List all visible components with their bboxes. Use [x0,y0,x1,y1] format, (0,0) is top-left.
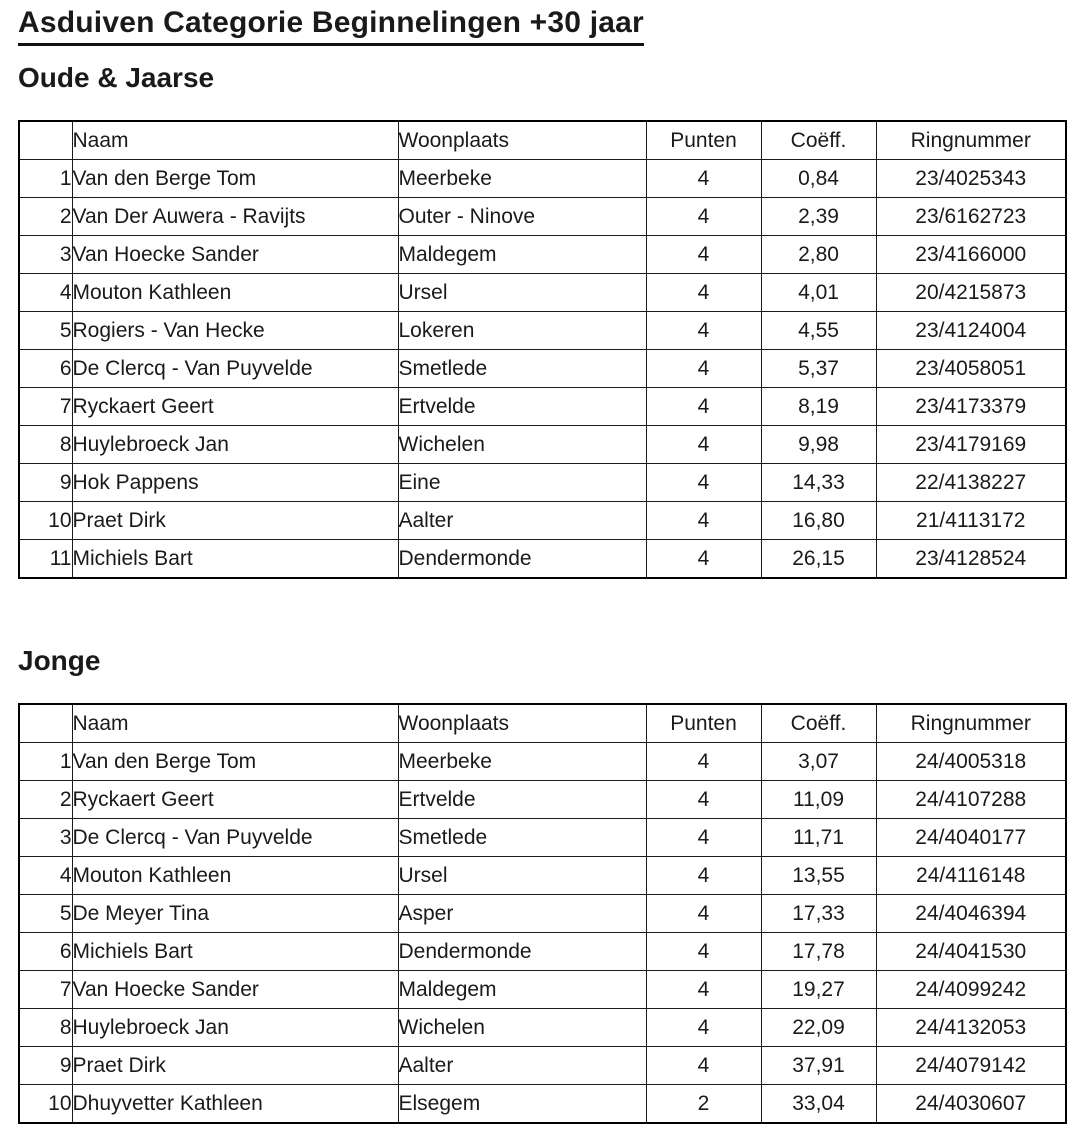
cell-ringnummer: 24/4132053 [876,1009,1066,1047]
cell-coeff: 4,01 [761,274,876,312]
cell-naam: De Meyer Tina [72,895,398,933]
column-header-coeff: Coëff. [761,704,876,743]
table-row [19,781,1066,819]
cell-punten: 4 [646,426,761,464]
table-row [19,312,1066,350]
table-header-row [19,121,1066,160]
cell-punten: 4 [646,540,761,579]
cell-punten: 4 [646,502,761,540]
table-row [19,160,1066,198]
table-row [19,464,1066,502]
cell-woonplaats: Asper [398,895,646,933]
cell-rank: 2 [19,198,72,236]
column-header-coeff: Coëff. [761,121,876,160]
column-header-naam: Naam [72,121,398,160]
cell-rank: 8 [19,426,72,464]
cell-coeff: 26,15 [761,540,876,579]
cell-punten: 4 [646,1009,761,1047]
cell-coeff: 3,07 [761,743,876,781]
cell-coeff: 13,55 [761,857,876,895]
cell-ringnummer: 23/4179169 [876,426,1066,464]
cell-ringnummer: 24/4040177 [876,819,1066,857]
cell-woonplaats: Lokeren [398,312,646,350]
table-row [19,350,1066,388]
cell-naam: Huylebroeck Jan [72,1009,398,1047]
cell-punten: 4 [646,236,761,274]
cell-coeff: 11,09 [761,781,876,819]
page-title: Asduiven Categorie Beginnelingen +30 jaar [18,6,644,46]
cell-rank: 4 [19,274,72,312]
cell-ringnummer: 24/4099242 [876,971,1066,1009]
cell-woonplaats: Dendermonde [398,933,646,971]
cell-rank: 2 [19,781,72,819]
cell-woonplaats: Ursel [398,857,646,895]
cell-ringnummer: 24/4041530 [876,933,1066,971]
cell-ringnummer: 24/4107288 [876,781,1066,819]
cell-punten: 4 [646,819,761,857]
table-row [19,198,1066,236]
cell-woonplaats: Aalter [398,502,646,540]
table-row [19,1047,1066,1085]
cell-coeff: 2,80 [761,236,876,274]
cell-coeff: 11,71 [761,819,876,857]
cell-ringnummer: 23/4058051 [876,350,1066,388]
cell-naam: De Clercq - Van Puyvelde [72,819,398,857]
section-heading-jonge: Jonge [18,645,101,677]
cell-woonplaats: Meerbeke [398,160,646,198]
cell-coeff: 14,33 [761,464,876,502]
cell-rank: 7 [19,971,72,1009]
cell-woonplaats: Wichelen [398,1009,646,1047]
results-table-oude-jaarse [18,120,1067,579]
cell-woonplaats: Ertvelde [398,388,646,426]
table-row [19,274,1066,312]
table-row [19,971,1066,1009]
cell-ringnummer: 23/4166000 [876,236,1066,274]
cell-ringnummer: 22/4138227 [876,464,1066,502]
cell-coeff: 4,55 [761,312,876,350]
cell-rank: 5 [19,312,72,350]
cell-punten: 4 [646,781,761,819]
table-row [19,895,1066,933]
column-header-woonplaats: Woonplaats [398,121,646,160]
cell-woonplaats: Smetlede [398,819,646,857]
cell-naam: Hok Pappens [72,464,398,502]
cell-ringnummer: 24/4116148 [876,857,1066,895]
cell-woonplaats: Outer - Ninove [398,198,646,236]
cell-rank: 6 [19,350,72,388]
cell-naam: Mouton Kathleen [72,857,398,895]
table-row [19,236,1066,274]
cell-coeff: 19,27 [761,971,876,1009]
cell-naam: De Clercq - Van Puyvelde [72,350,398,388]
section-jonge [18,645,1065,1124]
cell-rank: 10 [19,502,72,540]
table-row [19,933,1066,971]
cell-coeff: 22,09 [761,1009,876,1047]
cell-rank: 4 [19,857,72,895]
cell-coeff: 16,80 [761,502,876,540]
cell-rank: 1 [19,743,72,781]
cell-coeff: 17,33 [761,895,876,933]
section-heading-oude-jaarse: Oude & Jaarse [18,62,215,93]
cell-ringnummer: 24/4005318 [876,743,1066,781]
cell-naam: Ryckaert Geert [72,781,398,819]
cell-naam: Rogiers - Van Hecke [72,312,398,350]
cell-ringnummer: 20/4215873 [876,274,1066,312]
cell-naam: Mouton Kathleen [72,274,398,312]
cell-rank: 10 [19,1085,72,1124]
cell-naam: Van den Berge Tom [72,743,398,781]
cell-punten: 4 [646,971,761,1009]
cell-punten: 4 [646,350,761,388]
cell-rank: 9 [19,1047,72,1085]
column-header-rank [19,704,72,743]
results-table-jonge [18,703,1067,1124]
table-row [19,426,1066,464]
cell-rank: 6 [19,933,72,971]
table-row [19,1009,1066,1047]
cell-woonplaats: Smetlede [398,350,646,388]
cell-coeff: 2,39 [761,198,876,236]
cell-naam: Dhuyvetter Kathleen [72,1085,398,1124]
column-header-woonplaats: Woonplaats [398,704,646,743]
cell-naam: Michiels Bart [72,933,398,971]
cell-punten: 2 [646,1085,761,1124]
cell-ringnummer: 24/4079142 [876,1047,1066,1085]
cell-rank: 3 [19,236,72,274]
column-header-ringnummer: Ringnummer [876,121,1066,160]
cell-ringnummer: 23/6162723 [876,198,1066,236]
cell-punten: 4 [646,160,761,198]
cell-punten: 4 [646,857,761,895]
column-header-punten: Punten [646,121,761,160]
cell-rank: 1 [19,160,72,198]
cell-ringnummer: 23/4128524 [876,540,1066,579]
cell-coeff: 33,04 [761,1085,876,1124]
cell-naam: Ryckaert Geert [72,388,398,426]
cell-rank: 9 [19,464,72,502]
table-row [19,1085,1066,1124]
table-row [19,540,1066,579]
cell-coeff: 17,78 [761,933,876,971]
cell-woonplaats: Maldegem [398,236,646,274]
section-oude-jaarse [18,62,1065,579]
cell-naam: Van den Berge Tom [72,160,398,198]
cell-woonplaats: Elsegem [398,1085,646,1124]
cell-woonplaats: Aalter [398,1047,646,1085]
cell-ringnummer: 24/4046394 [876,895,1066,933]
column-header-rank [19,121,72,160]
cell-punten: 4 [646,388,761,426]
cell-ringnummer: 21/4113172 [876,502,1066,540]
cell-naam: Praet Dirk [72,502,398,540]
table-header-row [19,704,1066,743]
cell-punten: 4 [646,895,761,933]
cell-punten: 4 [646,274,761,312]
cell-punten: 4 [646,933,761,971]
table-row [19,819,1066,857]
cell-punten: 4 [646,743,761,781]
cell-woonplaats: Dendermonde [398,540,646,579]
cell-woonplaats: Meerbeke [398,743,646,781]
cell-woonplaats: Eine [398,464,646,502]
cell-ringnummer: 23/4124004 [876,312,1066,350]
cell-naam: Van Hoecke Sander [72,971,398,1009]
cell-rank: 7 [19,388,72,426]
cell-coeff: 8,19 [761,388,876,426]
column-header-ringnummer: Ringnummer [876,704,1066,743]
table-row [19,388,1066,426]
cell-ringnummer: 23/4025343 [876,160,1066,198]
cell-punten: 4 [646,198,761,236]
column-header-naam: Naam [72,704,398,743]
cell-naam: Praet Dirk [72,1047,398,1085]
cell-woonplaats: Ursel [398,274,646,312]
cell-punten: 4 [646,1047,761,1085]
cell-naam: Van Der Auwera - Ravijts [72,198,398,236]
column-header-punten: Punten [646,704,761,743]
cell-rank: 11 [19,540,72,579]
cell-woonplaats: Maldegem [398,971,646,1009]
cell-coeff: 0,84 [761,160,876,198]
table-row [19,502,1066,540]
cell-rank: 5 [19,895,72,933]
cell-naam: Huylebroeck Jan [72,426,398,464]
cell-rank: 3 [19,819,72,857]
table-row [19,857,1066,895]
cell-woonplaats: Wichelen [398,426,646,464]
cell-woonplaats: Ertvelde [398,781,646,819]
cell-coeff: 37,91 [761,1047,876,1085]
cell-coeff: 5,37 [761,350,876,388]
cell-coeff: 9,98 [761,426,876,464]
cell-naam: Michiels Bart [72,540,398,579]
cell-ringnummer: 24/4030607 [876,1085,1066,1124]
cell-ringnummer: 23/4173379 [876,388,1066,426]
cell-punten: 4 [646,464,761,502]
cell-punten: 4 [646,312,761,350]
cell-rank: 8 [19,1009,72,1047]
table-row [19,743,1066,781]
cell-naam: Van Hoecke Sander [72,236,398,274]
